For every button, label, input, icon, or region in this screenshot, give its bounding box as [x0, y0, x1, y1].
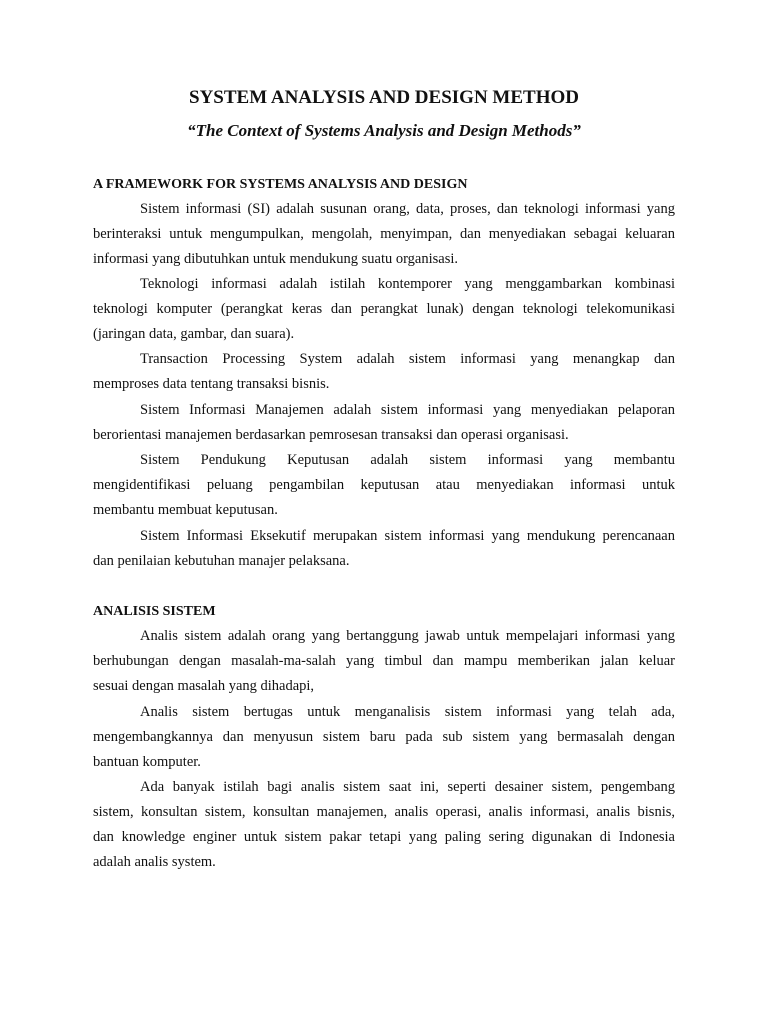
paragraph-line: dan penilaian kebutuhan manajer pelaksana. — [93, 553, 350, 569]
paragraph-line: berinteraksi untuk mengumpulkan, mengolah, menyimpan, dan menyediakan sebagai keluaran — [93, 226, 675, 242]
paragraph-line: mengembangkannya dan menyusun sistem baru pada sub sistem yang bermasalah dengan — [93, 729, 675, 745]
document-title: SYSTEM ANALYSIS AND DESIGN METHOD — [189, 87, 579, 108]
paragraph-line: adalah analis system. — [93, 854, 216, 870]
paragraph-sistem-informasi-manajemen — [93, 401, 675, 451]
paragraph-line: bantuan komputer. — [93, 754, 201, 770]
paragraph-line: Sistem Pendukung Keputusan adalah sistem informasi yang membantu — [140, 452, 675, 468]
paragraph-line: berorientasi manajemen berdasarkan pemrosesan transaksi dan operasi organisasi. — [93, 427, 569, 443]
paragraph-transaction-processing — [93, 350, 675, 400]
paragraph-line: (jaringan data, gambar, dan suara). — [93, 326, 295, 342]
paragraph-line: teknologi komputer (perangkat keras dan perangkat lunak) dengan teknologi telekomunikasi — [93, 301, 675, 317]
paragraph-line: Teknologi informasi adalah istilah kontemporer yang menggambarkan kombinasi — [140, 276, 675, 292]
paragraph-line: Analis sistem adalah orang yang bertanggung jawab untuk mempelajari informasi yang — [140, 628, 675, 644]
paragraph-analis-sistem-definisi — [93, 627, 675, 702]
paragraph-line: sistem, konsultan sistem, konsultan manajemen, analis operasi, analis informasi, analis bisnis, — [93, 804, 675, 820]
paragraph-line: Analis sistem bertugas untuk menganalisis sistem informasi yang telah ada, — [140, 704, 675, 720]
paragraph-line: Ada banyak istilah bagi analis sistem saat ini, seperti desainer sistem, pengembang — [140, 779, 675, 795]
paragraph-sistem-pendukung-keputusan — [93, 451, 675, 526]
paragraph-line: sesuai dengan masalah yang dihadapi, — [93, 678, 315, 694]
paragraph-line: Sistem Informasi Eksekutif merupakan sistem informasi yang mendukung perencanaan — [140, 528, 675, 544]
paragraph-line: informasi yang dibutuhkan untuk mendukung suatu organisasi. — [93, 251, 459, 267]
paragraph-teknologi-informasi — [93, 275, 675, 350]
document-subtitle: “The Context of Systems Analysis and Design Methods” — [187, 121, 581, 140]
paragraph-line: Sistem Informasi Manajemen adalah sistem informasi yang menyediakan pelaporan — [140, 402, 675, 418]
paragraph-line: dan knowledge enginer untuk sistem pakar tetapi yang paling sering digunakan di Indonesia — [93, 829, 675, 845]
paragraph-istilah-analis-sistem — [93, 778, 675, 878]
paragraph-line: membantu membuat keputusan. — [93, 502, 278, 518]
paragraph-sistem-informasi — [93, 200, 675, 275]
paragraph-line: Sistem informasi (SI) adalah susunan orang, data, proses, dan teknologi informasi yang — [140, 201, 675, 217]
paragraph-line: berhubungan dengan masalah-ma-salah yang timbul dan mampu memberikan jalan keluar — [93, 653, 675, 669]
paragraph-line: Transaction Processing System adalah sistem informasi yang menangkap dan — [140, 351, 675, 367]
paragraph-sistem-informasi-eksekutif — [93, 527, 675, 577]
paragraph-line: memproses data tentang transaksi bisnis. — [93, 376, 330, 392]
paragraph-analis-sistem-tugas — [93, 703, 675, 778]
paragraph-line: mengidentifikasi peluang pengambilan keputusan atau menyediakan informasi untuk — [93, 477, 675, 493]
section-heading-framework: A FRAMEWORK FOR SYSTEMS ANALYSIS AND DESIGN — [93, 177, 468, 192]
section-heading-analisis-sistem: ANALISIS SISTEM — [93, 604, 216, 619]
